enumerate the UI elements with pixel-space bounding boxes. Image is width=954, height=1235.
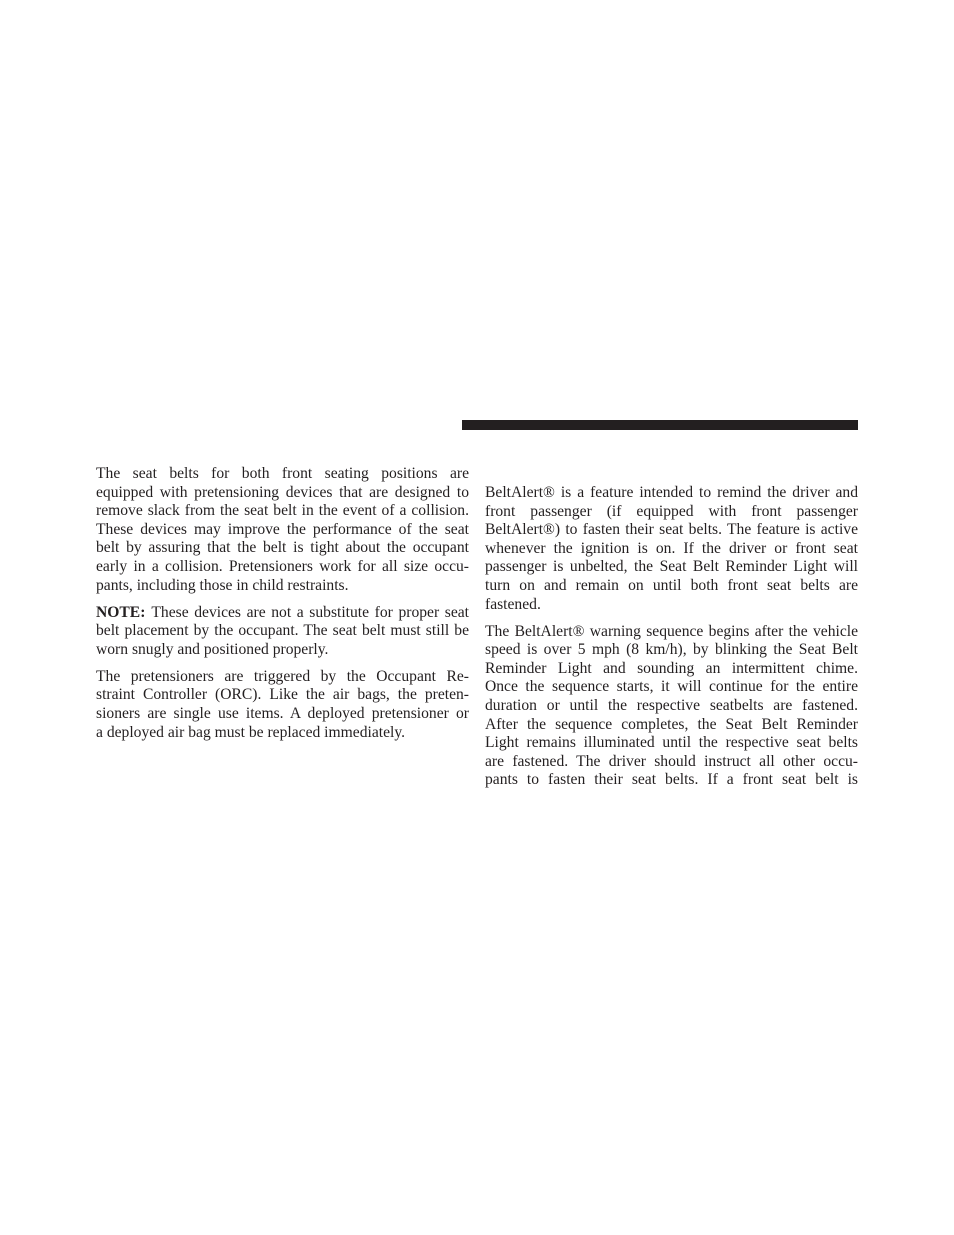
pretensioner-paragraph [96, 465, 469, 595]
text-line: The pretensioners are triggered by the Occupant Re- [96, 667, 469, 685]
text-line: These devices may improve the performance of the seat [96, 520, 469, 538]
beltalert-sequence-paragraph [485, 623, 858, 790]
left-column [96, 465, 469, 750]
text-line: belt by assuring that the belt is tight about the occupant [96, 539, 469, 557]
text-line: After the sequence completes, the Seat Belt Reminder [485, 715, 858, 733]
orc-paragraph [96, 668, 469, 742]
note-label: NOTE: [96, 603, 146, 621]
text-line: The seat belts for both front seating positions are [96, 465, 469, 482]
text-line: are fastened. The driver should instruct all other occu- [485, 752, 858, 770]
text-line: The BeltAlert® warning sequence begins after the vehicle [485, 622, 858, 640]
text-line: duration or until the respective seatbelts are fastened. [485, 696, 858, 714]
text-line: pants, including those in child restraints. [96, 576, 349, 594]
right-column [485, 484, 858, 798]
text-line: sioners are single use items. A deployed pretensioner or [96, 704, 469, 722]
note-first-text: These devices are not a substitute for proper seat [151, 603, 469, 621]
text-line: remove slack from the seat belt in the event of a collision. [96, 502, 469, 520]
text-line: belt placement by the occupant. The seat belt must still be [96, 622, 469, 640]
text-line: a deployed air bag must be replaced immediately. [96, 723, 406, 741]
text-line: Light remains illuminated until the respective seat belts [485, 734, 858, 752]
text-line: pants to fasten their seat belts. If a front seat belt is [485, 771, 858, 789]
text-line: passenger is unbelted, the Seat Belt Reminder Light will [485, 558, 858, 576]
text-line: equipped with pretensioning devices that are designed to [96, 483, 469, 501]
text-line: turn on and remain on until both front seat belts are [485, 576, 858, 594]
text-line: front passenger (if equipped with front passenger [485, 502, 858, 520]
note-paragraph [96, 604, 469, 660]
section-header-bar [462, 420, 858, 430]
text-line: early in a collision. Pretensioners work for all size occu- [96, 557, 469, 575]
text-line: BeltAlert® is a feature intended to remind the driver and [485, 484, 858, 501]
text-line: whenever the ignition is on. If the driver or front seat [485, 539, 858, 557]
text-line: Reminder Light and sounding an intermittent chime. [485, 659, 858, 677]
text-line: speed is over 5 mph (8 km/h), by blinking the Seat Belt [485, 641, 858, 659]
note-first-line [96, 604, 469, 623]
text-line: worn snugly and positioned properly. [96, 640, 329, 658]
text-line: Once the sequence starts, it will continue for the entire [485, 678, 858, 696]
text-line: straint Controller (ORC). Like the air bags, the preten- [96, 686, 469, 704]
text-line: BeltAlert®) to fasten their seat belts. The feature is active [485, 521, 858, 539]
beltalert-intro-paragraph [485, 484, 858, 614]
text-line: fastened. [485, 595, 541, 613]
